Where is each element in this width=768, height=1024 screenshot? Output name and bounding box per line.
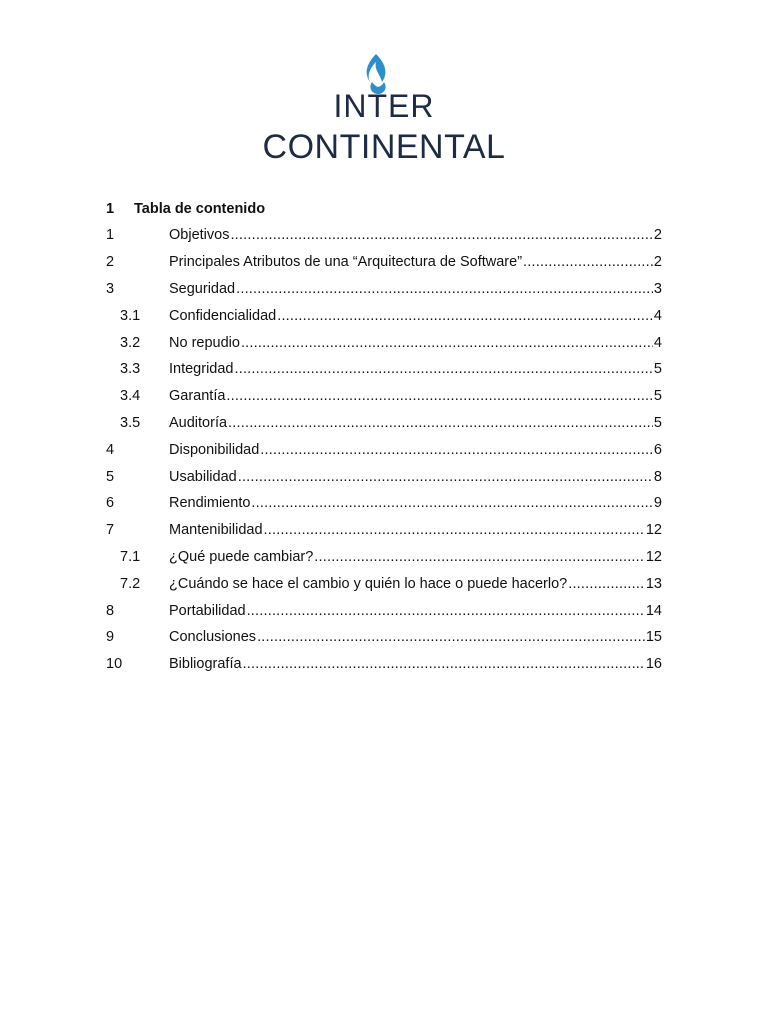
toc-entry-number: 9	[106, 629, 115, 646]
toc-list	[106, 222, 662, 678]
toc-entry-page: 8	[653, 468, 662, 485]
toc-entry-title: Principales Atributos de una “Arquitectura de Software”	[169, 254, 523, 271]
toc-entry-page: 4	[653, 334, 662, 351]
toc-entry-title: Objetivos	[169, 227, 230, 244]
toc-entry-page: 16	[645, 656, 662, 673]
toc-entry-number: 3.1	[120, 307, 141, 324]
intercontinental-logo	[248, 52, 520, 164]
toc-entry-number: 3.4	[120, 388, 141, 405]
toc-entry-number: 7.2	[120, 575, 141, 592]
toc-entry-number: 6	[106, 495, 115, 512]
toc-entry-title: Disponibilidad	[169, 441, 260, 458]
toc-entry[interactable]	[106, 517, 662, 544]
toc-entry-title: Garantía	[169, 388, 226, 405]
toc-dot-leader	[257, 630, 645, 644]
toc-entry-number: 4	[106, 441, 115, 458]
toc-heading-title: Tabla de contenido	[134, 201, 266, 217]
toc-dot-leader	[247, 604, 645, 618]
toc-entry-page: 9	[653, 495, 662, 512]
toc-entry-page: 5	[653, 388, 662, 405]
logo-line-1: INTER	[333, 88, 435, 124]
toc-dot-leader	[314, 550, 645, 564]
toc-entry-page: 2	[653, 227, 662, 244]
toc-entry-number: 3.3	[120, 361, 141, 378]
toc-dot-leader	[277, 309, 653, 323]
toc-entry-number: 7.1	[120, 548, 141, 565]
toc-entry[interactable]	[106, 597, 662, 624]
toc-entry-number: 7	[106, 522, 115, 539]
toc-entry-number: 5	[106, 468, 115, 485]
toc-dot-leader	[523, 255, 653, 269]
toc-entry-title: Portabilidad	[169, 602, 246, 619]
toc-entry-number: 3	[106, 280, 115, 297]
toc-dot-leader	[226, 389, 653, 403]
toc-entry-title: Conclusiones	[169, 629, 257, 646]
toc-entry-page: 4	[653, 307, 662, 324]
toc-dot-leader	[260, 443, 653, 457]
toc-entry-title: ¿Cuándo se hace el cambio y quién lo hace o puede hacerlo?	[169, 575, 568, 592]
toc-entry[interactable]	[106, 570, 662, 597]
toc-entry[interactable]	[106, 356, 662, 383]
toc-heading-number: 1	[106, 201, 115, 217]
toc-entry-page: 6	[653, 441, 662, 458]
toc-entry[interactable]	[106, 329, 662, 356]
toc-entry[interactable]	[106, 490, 662, 517]
toc-dot-leader	[241, 336, 653, 350]
toc-entry-title: Confidencialidad	[169, 307, 277, 324]
toc-dot-leader	[238, 470, 653, 484]
toc-entry-page: 2	[653, 254, 662, 271]
toc-entry-page: 12	[645, 548, 662, 565]
toc-dot-leader	[228, 416, 653, 430]
toc-entry-number: 1	[106, 227, 115, 244]
toc-dot-leader	[243, 657, 645, 671]
toc-entry-page: 13	[645, 575, 662, 592]
toc-entry[interactable]	[106, 463, 662, 490]
toc-entry-page: 5	[653, 361, 662, 378]
toc-dot-leader	[264, 523, 645, 537]
toc-entry-title: Usabilidad	[169, 468, 237, 485]
toc-entry-title: Seguridad	[169, 280, 236, 297]
toc-entry-title: No repudio	[169, 334, 240, 351]
toc-entry-title: Integridad	[169, 361, 234, 378]
toc-entry[interactable]	[106, 222, 662, 249]
toc-entry[interactable]	[106, 383, 662, 410]
toc-entry-number: 10	[106, 656, 123, 673]
toc-entry-number: 2	[106, 254, 115, 271]
toc-entry[interactable]	[106, 624, 662, 651]
toc-entry-page: 12	[645, 522, 662, 539]
toc-dot-leader	[235, 362, 653, 376]
toc-entry-number: 3.2	[120, 334, 141, 351]
toc-entry-title: Auditoría	[169, 414, 228, 431]
toc-heading	[106, 196, 662, 222]
table-of-contents	[106, 196, 662, 678]
toc-dot-leader	[568, 577, 645, 591]
toc-entry-page: 5	[653, 414, 662, 431]
logo-line-2: CONTINENTAL	[262, 128, 506, 164]
toc-entry-title: Mantenibilidad	[169, 522, 263, 539]
toc-entry-title: Bibliografía	[169, 656, 242, 673]
toc-dot-leader	[251, 496, 653, 510]
toc-entry-number: 3.5	[120, 414, 141, 431]
toc-entry[interactable]	[106, 651, 662, 678]
logo-graphic	[248, 52, 520, 164]
toc-entry-number: 8	[106, 602, 115, 619]
toc-dot-leader	[236, 282, 653, 296]
toc-entry-title: ¿Qué puede cambiar?	[169, 548, 314, 565]
toc-entry-title: Rendimiento	[169, 495, 251, 512]
toc-entry[interactable]	[106, 249, 662, 276]
toc-entry[interactable]	[106, 302, 662, 329]
toc-entry[interactable]	[106, 436, 662, 463]
toc-entry[interactable]	[106, 544, 662, 571]
toc-entry[interactable]	[106, 276, 662, 303]
toc-entry[interactable]	[106, 410, 662, 437]
toc-entry-page: 3	[653, 280, 662, 297]
toc-entry-page: 15	[645, 629, 662, 646]
toc-dot-leader	[230, 228, 652, 242]
toc-entry-page: 14	[645, 602, 662, 619]
